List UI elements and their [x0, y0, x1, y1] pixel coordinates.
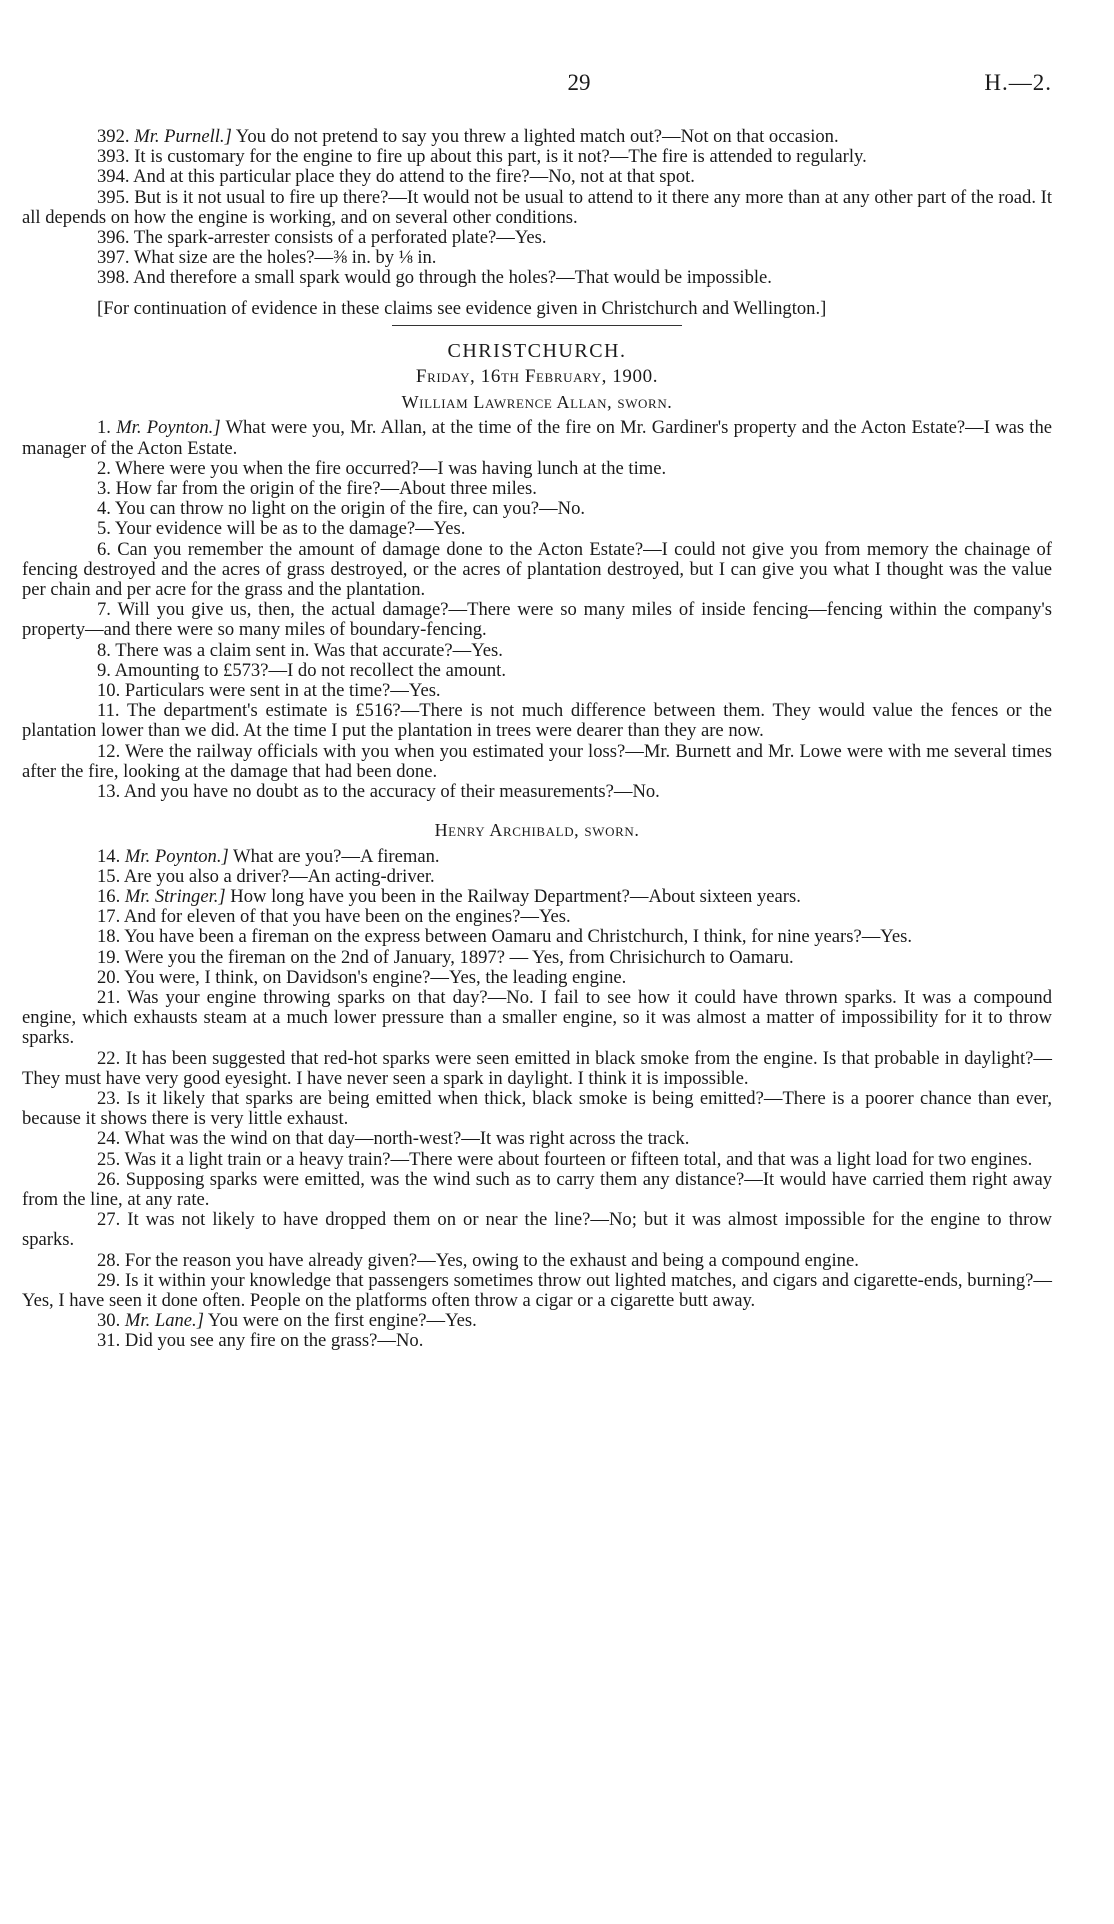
question-answer-text: There was a claim sent in. Was that accurate?—Yes.: [115, 639, 503, 661]
question-answer-text: It was not likely to have dropped them on or near the line?—No; but it was almost impossible for the engine to throw sparks.: [22, 1209, 1052, 1251]
question-answer-paragraph: [22, 188, 1052, 228]
question-answer-text: Can you remember the amount of damage done to the Acton Estate?—I could not give you from memory the chainage of fencing destroyed and the acres of grass destroyed, or the acres of plantation destroyed, but I can give you what I thought was the value per chain and per acre for the grass and the plantation.: [22, 538, 1052, 601]
question-number: 396.: [97, 227, 130, 249]
question-answer-paragraph: [22, 1331, 1052, 1351]
question-number: 5.: [97, 518, 111, 540]
question-answer-text: You were on the first engine?—Yes.: [203, 1310, 477, 1332]
question-answer-text: It is customary for the engine to fire up about this part, is it not?—The fire is attended to regularly.: [134, 146, 867, 168]
question-answer-paragraph: [22, 867, 1052, 887]
question-answer-paragraph: [22, 479, 1052, 499]
question-answer-text: Was your engine throwing sparks on that day?—No. I fail to see how it could have thrown sparks. It was a compound engine, which exhausts steam at a much lower pressure than a smaller engine, so it was almost a matter of impossibility for it to throw sparks.: [22, 986, 1053, 1049]
document-body: [22, 127, 1052, 1352]
question-answer-text: How long have you been in the Railway Department?—About sixteen years.: [225, 885, 801, 907]
question-answer-paragraph: [22, 1089, 1052, 1129]
question-answer-paragraph: [22, 1049, 1052, 1089]
question-answer-text: Your evidence will be as to the damage?—Yes.: [114, 518, 466, 540]
evidence-section-archibald: [22, 847, 1052, 1352]
question-answer-paragraph: [22, 782, 1052, 802]
question-answer-text: For the reason you have already given?—Yes, owing to the exhaust and being a compound engine.: [124, 1249, 859, 1271]
question-number: 398.: [97, 267, 130, 289]
question-number: 393.: [97, 146, 130, 168]
witness-heading-allan: William Lawrence Allan, sworn.: [401, 392, 673, 413]
question-number: 8.: [97, 639, 111, 661]
document-code: H.—2.: [984, 70, 1052, 95]
witness-heading-archibald: Henry Archibald, sworn.: [434, 820, 640, 841]
question-answer-paragraph: [22, 228, 1052, 248]
examiner-name: Mr. Poynton.]: [116, 417, 221, 439]
question-answer-text: Particulars were sent in at the time?—Yes.: [124, 680, 441, 702]
question-answer-paragraph: [22, 641, 1052, 661]
question-answer-paragraph: [22, 1150, 1052, 1170]
question-answer-text: How far from the origin of the fire?—About three miles.: [115, 478, 537, 500]
question-answer-text: You have been a fireman on the express between Oamaru and Christchurch, I think, for nine years?—Yes.: [124, 926, 913, 948]
examiner-name: Mr. Purnell.]: [134, 126, 232, 147]
question-answer-text: It has been suggested that red-hot sparks were seen emitted in black smoke from the engine. Is that probable in daylight?—They must have very good eyesight. I have never seen a spark in daylight. I think it is impossible.: [22, 1047, 1052, 1089]
question-answer-text: Supposing sparks were emitted, was the wind such as to carry them any distance?—It would have carried them right away from the line, at any rate.: [22, 1168, 1052, 1210]
question-number: 19.: [97, 946, 121, 968]
question-answer-text: What was the wind on that day—north-west?—It was right across the track.: [124, 1128, 690, 1150]
question-answer-text: But is it not usual to fire up there?—It would not be usual to attend to it there any more than at any other part of the road. It all depends on how the engine is working, and on several other conditions.: [22, 186, 1052, 228]
question-answer-text: The spark-arrester consists of a perforated plate?—Yes.: [133, 227, 547, 249]
question-number: 27.: [97, 1209, 121, 1231]
question-answer-paragraph: [22, 268, 1052, 288]
question-answer-paragraph: [22, 681, 1052, 701]
question-number: 22.: [97, 1047, 121, 1069]
question-number: 23.: [97, 1087, 121, 1109]
question-answer-paragraph: [22, 1271, 1052, 1311]
question-answer-paragraph: [22, 1170, 1052, 1210]
question-answer-paragraph: [22, 988, 1052, 1049]
question-number: 28.: [97, 1249, 121, 1271]
question-number: 31.: [97, 1330, 121, 1352]
examiner-name: Mr. Poynton.]: [124, 845, 229, 867]
question-number: 16.: [97, 885, 121, 907]
question-number: 392.: [97, 126, 130, 147]
question-answer-text: Will you give us, then, the actual damage?—There were so many miles of inside fencing—fencing within the company's property—and there were so many miles of boundary-fencing.: [22, 599, 1053, 641]
question-number: 25.: [97, 1148, 121, 1170]
question-answer-text: Are you also a driver?—An acting-driver.: [123, 865, 435, 887]
page-header: [22, 70, 1052, 100]
question-answer-text: Is it within your knowledge that passengers sometimes throw out lighted matches, and cigars and cigarette-ends, burning?—Yes, I have seen it done often. People on the platforms often throw a cigar or a cigarette butt away.: [22, 1269, 1052, 1311]
question-answer-text: And you have no doubt as to the accuracy of their measurements?—No.: [123, 781, 660, 803]
question-number: 24.: [97, 1128, 121, 1150]
question-answer-text: Where were you when the fire occurred?—I was having lunch at the time.: [115, 457, 667, 479]
question-answer-paragraph: [22, 540, 1052, 601]
question-number: 21.: [97, 986, 121, 1008]
question-number: 3.: [97, 478, 111, 500]
question-number: 13.: [97, 781, 121, 803]
question-answer-text: Were the railway officials with you when you estimated your loss?—Mr. Burnett and Mr. Lowe were with me several times after the fire, looking at the damage that had been done.: [22, 740, 1053, 782]
examiner-name: Mr. Lane.]: [124, 1310, 204, 1332]
question-answer-paragraph: [22, 600, 1052, 640]
question-answer-paragraph: [22, 661, 1052, 681]
question-answer-paragraph: [22, 927, 1052, 947]
section-divider: [392, 325, 682, 327]
page-number: 29: [567, 70, 591, 95]
question-number: 17.: [97, 906, 121, 928]
question-number: 6.: [97, 538, 111, 560]
question-number: 11.: [97, 700, 120, 722]
question-answer-text: Were you the fireman on the 2nd of January, 1897? — Yes, from Chrisichurch to Oamaru.: [124, 946, 794, 968]
question-number: 7.: [97, 599, 111, 621]
question-answer-text: And for eleven of that you have been on the engines?—Yes.: [123, 906, 571, 928]
question-answer-paragraph: [22, 701, 1052, 741]
question-number: 18.: [97, 926, 121, 948]
question-number: 2.: [97, 457, 111, 479]
question-answer-text: What size are the holes?—⅜ in. by ⅛ in.: [133, 247, 437, 269]
question-answer-paragraph: [22, 167, 1052, 187]
question-answer-paragraph: [22, 742, 1052, 782]
question-answer-paragraph: [22, 1210, 1052, 1250]
sitting-date-heading: Friday, 16th February, 1900.: [415, 366, 659, 388]
question-answer-text: Did you see any fire on the grass?—No.: [124, 1330, 424, 1352]
question-answer-paragraph: [22, 1129, 1052, 1149]
evidence-section-continued: [22, 127, 1052, 289]
evidence-section-allan: [22, 418, 1052, 802]
question-number: 397.: [97, 247, 130, 269]
question-number: 395.: [97, 186, 130, 208]
question-answer-paragraph: [22, 907, 1052, 927]
question-answer-paragraph: [22, 847, 1052, 867]
question-number: 29.: [97, 1269, 121, 1291]
question-answer-text: Amounting to £573?—I do not recollect the amount.: [114, 659, 507, 681]
question-answer-paragraph: [22, 459, 1052, 479]
question-answer-text: You were, I think, on Davidson's engine?—Yes, the leading engine.: [124, 966, 627, 988]
question-answer-text: What were you, Mr. Allan, at the time of the fire on Mr. Gardiner's property and the Acton Estate?—I was the manager of the Acton Estate.: [22, 417, 1052, 459]
question-answer-paragraph: [22, 248, 1052, 268]
question-number: 394.: [97, 166, 130, 188]
question-answer-text: And therefore a small spark would go through the holes?—That would be impossible.: [133, 267, 772, 289]
sitting-place-heading: CHRISTCHURCH.: [447, 339, 627, 362]
question-answer-paragraph: [22, 887, 1052, 907]
question-answer-text: The department's estimate is £516?—There is not much difference between them. They would value the fences or the plantation lower than we did. At the time I put the plantation in trees were dearer than they are now.: [22, 700, 1053, 742]
question-number: 9.: [97, 659, 111, 681]
question-answer-paragraph: [22, 127, 1052, 147]
question-answer-paragraph: [22, 968, 1052, 988]
question-number: 14.: [97, 845, 121, 867]
question-number: 15.: [97, 865, 121, 887]
question-answer-paragraph: [22, 1311, 1052, 1331]
question-answer-text: And at this particular place they do attend to the fire?—No, not at that spot.: [133, 166, 695, 188]
question-answer-text: You can throw no light on the origin of the fire, can you?—No.: [114, 498, 586, 520]
question-number: 12.: [97, 740, 121, 762]
question-answer-text: You do not pretend to say you threw a lighted match out?—Not on that occasion.: [231, 126, 839, 147]
continuation-note: [For continuation of evidence in these claims see evidence given in Christchurch and Wellington.]: [97, 297, 827, 319]
question-answer-paragraph: [22, 418, 1052, 458]
question-answer-text: Was it a light train or a heavy train?—There were about fourteen or fifteen total, and that was a light load for two engines.: [124, 1148, 1033, 1170]
question-answer-paragraph: [22, 1251, 1052, 1271]
question-answer-paragraph: [22, 519, 1052, 539]
question-answer-text: What are you?—A fireman.: [228, 845, 440, 867]
question-number: 30.: [97, 1310, 121, 1332]
question-number: 26.: [97, 1168, 121, 1190]
question-number: 10.: [97, 680, 121, 702]
question-answer-paragraph: [22, 948, 1052, 968]
question-answer-paragraph: [22, 147, 1052, 167]
question-number: 4.: [97, 498, 111, 520]
examiner-name: Mr. Stringer.]: [124, 885, 226, 907]
question-number: 20.: [97, 966, 121, 988]
question-answer-paragraph: [22, 499, 1052, 519]
question-number: 1.: [97, 417, 111, 439]
question-answer-text: Is it likely that sparks are being emitted when thick, black smoke is being emitted?—There is a poorer chance than ever, because it shows there is very little exhaust.: [22, 1087, 1052, 1130]
